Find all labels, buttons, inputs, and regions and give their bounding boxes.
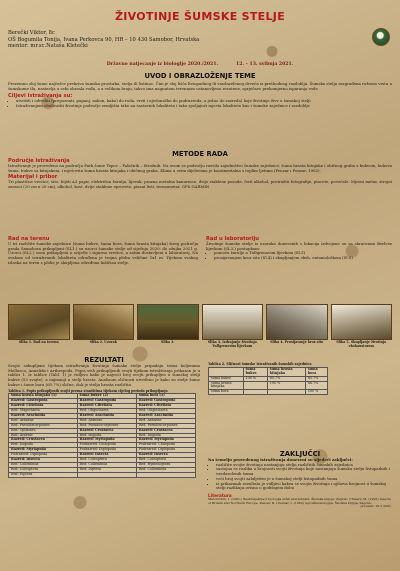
- table-cell: Red: Opiliones: [9, 428, 78, 433]
- photo-caption: Slika 5. Skupljanje životinja ekshaustorom: [336, 340, 387, 348]
- photo-caption: Slika 4. Prosijavanje kroz sito: [270, 340, 324, 344]
- photo-figure-6: [331, 304, 393, 349]
- table-cell: Razred: Gastropoda: [136, 399, 195, 404]
- table-cell: Razred: Insecta: [9, 458, 78, 463]
- table-cell: Red: Oligochaeta: [9, 409, 78, 414]
- mentor-name: mentor: mr.sc.Nataša Kletečki: [8, 43, 88, 50]
- table-cell: [243, 381, 267, 390]
- table-cell: Red: Pseudoscorpiones: [9, 423, 78, 428]
- photo-caption: Slika 1. Rad na terenu: [18, 340, 59, 344]
- area-text: Istraživanje je provedeno na području Park šume Tepec – Palačnik – Strožnik. Na ovom se području razvilo zajedništvo šumske zajednice: šuma hrasta kitnjaka i običnog graba s bukvom, bukova šuma, bukve sa kitnjakom, i mješovita šuma hrasta kitnjaka i običnog graba. Klima u ovim dijelovima je kontinentalna s toplim ljetima (Penzar i Penzar, 1982).: [8, 163, 392, 173]
- table-cell: 100 %: [267, 381, 305, 390]
- table-cell: Razred: Crustacea: [136, 428, 195, 433]
- school-address: OŠ Bogumila Tonija, Ivana Perkovca 90, HR – 10 430 Samobor, Hrvatska: [8, 36, 200, 43]
- table-cell: Red: Hymenoptera: [136, 463, 195, 468]
- photo-figure-2: [73, 304, 135, 349]
- table-header: šuma bora: [305, 367, 327, 376]
- field-text: U tri različite šumske zajednice (šuma bukve, šuma bora, šuma hrasta kitnjaka) šireg područja grada Samobora prikupljeni (SL1.) su uzorci šumske stelje od siječnja 2020. do ožujka 2021 g. Uzorci (SL2.) sonu prikupljeni u svijetle i sigurno vrećice, a zatim dostavljeni u laboratorij. Na svakom od istraživanih lokaliteta odrađena je trajna plohu veličine 1x1 m. Tijekom svakog izlaska na teren s plohe je skupljena određena količina stelje.: [8, 241, 198, 265]
- table-cell: Podrazred: Chilopoda: [77, 443, 136, 448]
- table-cell: Red: Isopoda: [77, 433, 136, 438]
- table-cell: Red: Coleoptera: [77, 458, 136, 463]
- table-cell: 65.7%: [267, 376, 305, 381]
- intro-section: [8, 72, 392, 109]
- table-cell: Red: Collembola: [77, 463, 136, 468]
- table-cell: Razred: Insecta: [77, 453, 136, 458]
- conclusion-item: • veći broj svojti zabilježen je u šumskoj stelji listopadnih šuma: [216, 477, 392, 482]
- table1-title: Tablica 1. Popis prikupljenih svojti prema staništima tijekom cijelog perioda prikupljanja: [8, 388, 168, 393]
- taxa-table: [8, 393, 196, 477]
- table-cell: Red: Araneae: [77, 418, 136, 423]
- table-cell: Red: Collembola: [9, 463, 78, 468]
- table-row: [9, 472, 196, 477]
- similarity-section: [208, 362, 392, 395]
- table-header: šuma hrasta kitnjaka (1): [9, 394, 78, 399]
- table-cell: Razred: Arachnida: [9, 413, 78, 418]
- table-cell: 66.7%: [305, 381, 327, 390]
- results-heading: REZULTATI: [84, 356, 124, 364]
- table-cell: Red: Isopoda: [9, 443, 78, 448]
- field-heading: Rad na terenu: [8, 236, 50, 242]
- table2-title: Tablica 2. Sličnost šumske istraživanih šumskih zajednica: [208, 362, 312, 366]
- photo-figure-4: [202, 304, 264, 349]
- poster-title: ŽIVOTINJE ŠUMSKE STELJE: [114, 10, 286, 23]
- table-cell: [267, 390, 305, 395]
- table-cell: Red: Acarine: [9, 433, 78, 438]
- intro-text: Prezemno sloj šume najčešće prekriva šumska prostirka, stelja ili listinac. Čini je sloj lišća listopadnog ili vazdazelenog drveća iz prethodnog razdoblja. Šumska stelja razgrađena rožnom vrsta u šumskome tlu, nastavlja u sebi obrasla vođa, a u velikom broju, takvo ima nagnutom terennom ustanovljeno rezutene, sprječavo prekomjerno isparanja vode: [8, 81, 392, 91]
- author-block: [8, 30, 199, 50]
- table-cell: Red: Isopoda: [136, 433, 195, 438]
- table-cell: [243, 390, 267, 395]
- table-cell: Razred: Gastropoda: [9, 399, 78, 404]
- table-cell: Red: Coleoptera: [9, 467, 78, 472]
- intro-heading: UVOD I OBRAZLOŽENJE TEME: [144, 72, 256, 80]
- aims-heading: Ciljevi istraživanja su:: [8, 93, 73, 100]
- photo-aspirator: [331, 304, 393, 340]
- table-cell: Razred: Arachnida: [77, 413, 136, 418]
- table-cell: 65.7%: [305, 376, 327, 381]
- aim-item: • utvrditi i odrediti (prepoznati, pupanj, nakon, kako) do roda, vrsti i ujedonačko do podrazreda, a jedno do razreda) koje životinje žive u šumskoj stelji: [16, 99, 392, 104]
- photo-caption: Slika 2. Uzorak: [89, 340, 117, 344]
- photo-figure-5: [266, 304, 328, 349]
- table-header-row: [209, 367, 328, 376]
- material-heading: Materijal i pribor: [8, 174, 58, 181]
- area-heading: Područje istraživanja: [8, 158, 70, 164]
- material-text: Tri plastične vrećice, sito, bijeli A3 papir, električna žarulja, lijevak, prazna metalna kanurnice, dvije staklene posude, čisti alkohol, pretražiti fotografije, pincete, povećalo. Mjerni metar, strojni zarasci (20 cm x 20 cm), alkohol, kost, dvije staklene epruvete, pisani listi, termometar, GPS GARMIN: [8, 179, 392, 190]
- photo-figure-1: [8, 304, 70, 349]
- literature-text: Matoničkin, I. (1981.) Beskralježnjaci biologija nižih avertebrata. Školska knjiga, Zagreb. Chinery, M. (1993) Insects of Britain and Northern Europe. Penzar, B. i Penzar, I. (1982) Agroklimatologija. Školska knjiga, Zagreb.: [208, 496, 391, 505]
- lab-item: • pomoću žarulje a Tullgrenovim lijevkom (Sl.3): [214, 251, 392, 256]
- table-cell: 100 %: [305, 390, 327, 395]
- table-cell: [136, 472, 195, 477]
- poster: [4, 4, 396, 567]
- table-cell: Red: Coleoptera: [136, 458, 195, 463]
- taxa-table-body: [9, 399, 196, 478]
- footer-note: preuzeto 10.5.2021.: [360, 504, 392, 509]
- table-cell: Podrazred: Diplopoda: [9, 453, 78, 458]
- table-cell: Razred: Clitellata: [77, 404, 136, 409]
- table-cell: Razred: Clitellata: [9, 404, 78, 409]
- table-cell: Razred: Gastropoda: [77, 399, 136, 404]
- table-cell: Podrazred: Diplopoda: [136, 448, 195, 453]
- aim-item: • Istraživanjem obuhvatiti životinje područje zemljišta tako na sastavnih lokaliteta i tako spoljajući mjesta lokalitete kao i šumske zajednice i razdoblje: [16, 104, 392, 109]
- lab-heading: Rad u laboratoriju: [206, 236, 259, 242]
- school-logo-icon: [372, 28, 390, 46]
- photo-figure-3: [137, 304, 199, 349]
- table-header: šuma bukve (2): [77, 394, 136, 399]
- table-header: [209, 367, 244, 376]
- conclusions-list: [208, 463, 392, 491]
- field-section: [8, 236, 198, 266]
- lab-section: [206, 236, 392, 261]
- conclusions-heading: ZAKLJUČCI: [279, 450, 321, 458]
- photo-caption: Slika 4. Izdvajanje životinja Tullgrenovim lijevkom: [207, 340, 257, 348]
- table-row: [209, 390, 328, 395]
- photo-caption: Slika 3.: [161, 340, 175, 344]
- lab-list: [206, 251, 392, 260]
- literature-heading: Literatura: [208, 492, 232, 498]
- photo-sieving: [266, 304, 328, 340]
- table-cell: Red: Pseudoscorpiones: [77, 423, 136, 428]
- table-cell: Razred: Myriapoda: [9, 448, 78, 453]
- table-cell: Razred: Insecta: [136, 453, 195, 458]
- table-cell: Razred: Arachnida: [136, 413, 195, 418]
- event-name: Državno natjecanje iz biologije 2020./2021.: [106, 62, 219, 67]
- photo-field-work: [8, 304, 70, 340]
- methods-section: [8, 150, 392, 190]
- photo-tullgren-funnel: [202, 304, 264, 340]
- methods-heading: METODE RADA: [172, 150, 228, 158]
- conclusions-intro: Na temelju provedenog istraživanja doneseni su sljedeći zaključci:: [208, 457, 353, 462]
- table-header: šuma hrasta kitnjaka: [267, 367, 305, 376]
- table-cell: Podrazred: Chilopoda: [136, 443, 195, 448]
- aims-list: [8, 99, 392, 108]
- table-cell: Red: Oligochaeta: [136, 409, 195, 414]
- table-cell: [77, 472, 136, 477]
- table-cell: Podrazred: Diplopoda: [77, 448, 136, 453]
- event-meta: [4, 62, 396, 67]
- conclusion-item: • različite svojte životinja nastanjuju stelju različitih šumskih zajednica: [216, 463, 392, 468]
- similarity-table-body: [209, 376, 328, 395]
- table-cell: Red: Oligochaeta: [77, 409, 136, 414]
- photo-leaf-litter: [137, 304, 199, 340]
- table-cell: Red: Araneae: [136, 418, 195, 423]
- table-cell: 100 %: [243, 376, 267, 381]
- table-cell: Razred: Crustacea: [9, 438, 78, 443]
- conclusions-section: [208, 450, 392, 509]
- table-cell: Razred: Myriapoda: [77, 438, 136, 443]
- table-cell: Red: Araneae: [9, 418, 78, 423]
- table-header: šuma bukve: [243, 367, 267, 376]
- table-cell: Razred: Myriapoda: [136, 438, 195, 443]
- table-cell: Red: Pseudoscorpiones: [136, 423, 195, 428]
- results-section: [8, 356, 200, 478]
- table-cell: šuma hrasta kitnjaka: [209, 381, 244, 390]
- table-cell: Red: Diptera: [77, 467, 136, 472]
- table-row: [9, 413, 196, 418]
- lab-text: Životinje šumske stelje iz uzoraka donesenih s lokacija izdvojene su sa skraćenim Berlese lijevkom (SL3.) postupkom:: [206, 241, 392, 251]
- table-cell: Red: Collembola: [136, 467, 195, 472]
- conclusion-item: • iz prikazanih rezultata je vidljivo kakva se svojta životinja i njihova brojnost u šumskoj stelji razlikuju ovisno o godišnjem dobu: [216, 482, 392, 491]
- table-cell: šuma bora: [209, 390, 244, 395]
- author-name: Berečki Viktor, 8c: [8, 30, 55, 36]
- event-date: 12. – 13. svibnja 2021.: [236, 62, 294, 67]
- photo-sample: [73, 304, 135, 340]
- table-cell: Razred: Clitellata: [136, 404, 195, 409]
- table-cell: šuma bukve: [209, 376, 244, 381]
- photo-row: [8, 304, 392, 349]
- conclusion-item: • sastojna se razlika u brojnosti svojti životinja koje nastanjuju šumsku stelju listopadnih i vazdazelenih šuma: [216, 467, 392, 476]
- table-header: šuma bora (3): [136, 394, 195, 399]
- lab-item: • prosijavanjem kroz sito (Sl.4) i skupljanjem eksh. entomološkom (Sl.5): [214, 256, 392, 261]
- similarity-table: [208, 367, 328, 395]
- table-cell: Red: Diptera: [9, 472, 78, 477]
- table-cell: Razred: Crustacea: [77, 428, 136, 433]
- results-text: Svojte sakupljene tijekom istraživanja životinja šumske stelje pripadaju trima koljenima Mollusca, Annelida i Arthropoda. Popis svih prikupljenih svojti tijekom istraživanja prikazan je u tablici 1. Iz tablice (Tabl. 1) je vidljivo kako je najveći broj svojti prikupljen u šumskoj stelji bukve (53 svojte), a najmanji u stelji hrasta. Analizom sličnosti utvrđeno je kako su stelje šume bukve i šume bora (65.7%) slične, dok je stelja hrasta različita.: [8, 363, 200, 387]
